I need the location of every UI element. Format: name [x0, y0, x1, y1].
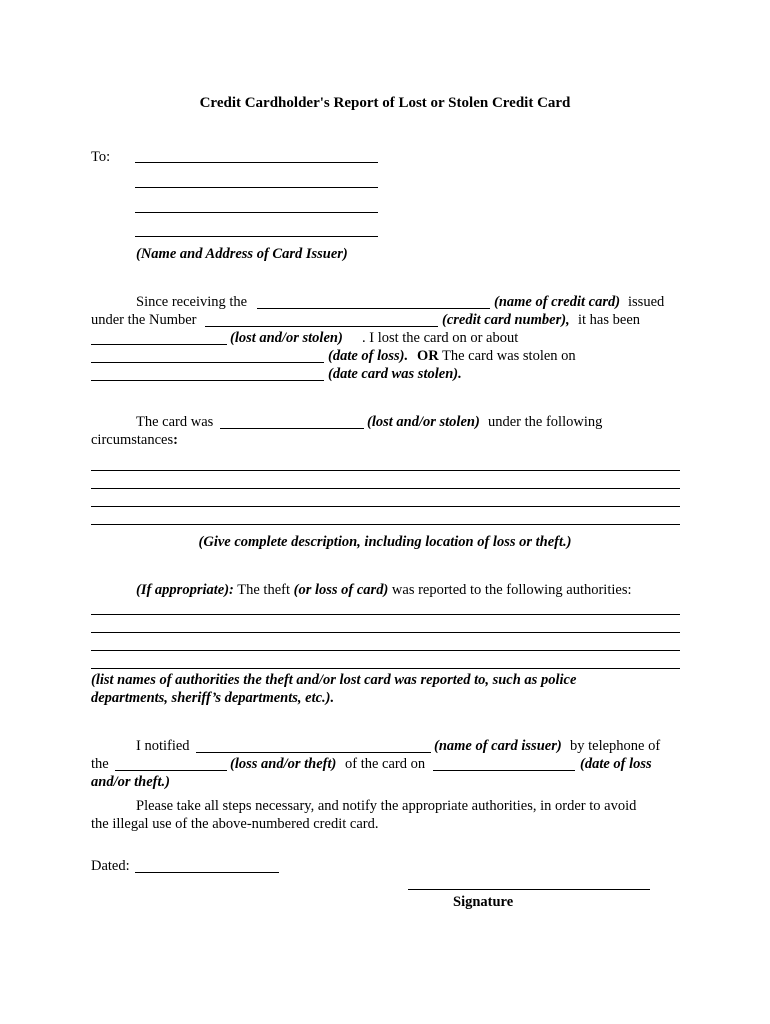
signature-line[interactable] — [408, 889, 650, 890]
p1-hint: (credit card number), — [442, 312, 570, 328]
to-caption: (Name and Address of Card Issuer) — [136, 246, 348, 262]
p1-text: issued — [628, 294, 665, 310]
date-of-loss-field[interactable] — [91, 362, 324, 363]
p3-line — [136, 581, 632, 599]
p4-text: the — [91, 756, 109, 772]
authorities-line-3[interactable] — [91, 650, 680, 651]
p4-hint: (date of loss — [580, 756, 652, 772]
p3-caption-line-1: (list names of authorities the theft and/or lost card was reported to, such as police — [91, 672, 577, 688]
circumstances-line-3[interactable] — [91, 506, 680, 507]
p1-hint: (date card was stolen). — [328, 366, 462, 382]
p5-line-1: Please take all steps necessary, and notify the appropriate authorities, in order to avoid — [136, 798, 637, 814]
p4-text: of the card on — [345, 756, 426, 772]
p5-line-2: the illegal use of the above-numbered credit card. — [91, 816, 379, 832]
p2-circumstances: circumstances — [91, 432, 174, 448]
p3-caption-line-2: departments, sheriff’s departments, etc.). — [91, 690, 335, 706]
p2-text — [91, 431, 178, 449]
p3-text: was reported to the following authorities: — [391, 582, 632, 598]
p1-hint: (date of loss). — [328, 348, 409, 364]
authorities-line-1[interactable] — [91, 614, 680, 615]
p2-text: The card was — [136, 414, 214, 430]
card-issuer-name-field[interactable] — [196, 752, 431, 753]
signature-label: Signature — [453, 894, 514, 910]
p1-hint: (lost and/or stolen) — [230, 330, 343, 346]
p4-hint: and/or theft.) — [91, 774, 170, 790]
circumstances-line-2[interactable] — [91, 488, 680, 489]
p2-colon: : — [173, 432, 178, 448]
p3-hint: (or loss of card) — [293, 582, 389, 598]
p1-text: . I lost the card on or about — [362, 330, 519, 346]
lost-stolen-field-2[interactable] — [220, 428, 364, 429]
authorities-line-2[interactable] — [91, 632, 680, 633]
to-address-line-4[interactable] — [135, 236, 378, 237]
credit-card-name-field[interactable] — [257, 308, 490, 309]
p3-text: The theft — [237, 582, 290, 598]
credit-card-number-field[interactable] — [205, 326, 438, 327]
report-date-field[interactable] — [433, 770, 575, 771]
p4-hint: (loss and/or theft) — [230, 756, 337, 772]
loss-theft-field[interactable] — [115, 770, 227, 771]
p1-text: The card was stolen on — [442, 348, 576, 364]
p1-text: it has been — [578, 312, 641, 328]
lost-stolen-field[interactable] — [91, 344, 227, 345]
to-label: To: — [91, 149, 111, 165]
p4-text: I notified — [136, 738, 190, 754]
date-stolen-field[interactable] — [91, 380, 324, 381]
p1-hint: (name of credit card) — [494, 294, 621, 310]
p1-or: OR — [417, 348, 439, 364]
dated-label: Dated: — [91, 858, 130, 874]
circumstances-line-1[interactable] — [91, 470, 680, 471]
to-address-line-3[interactable] — [135, 212, 378, 213]
p3-if-appropriate: (If appropriate): — [136, 582, 234, 598]
authorities-line-4[interactable] — [91, 668, 680, 669]
to-address-line-2[interactable] — [135, 187, 378, 188]
dated-field[interactable] — [135, 872, 279, 873]
p2-text: under the following — [488, 414, 603, 430]
to-address-line-1[interactable] — [135, 162, 378, 163]
p4-hint: (name of card issuer) — [434, 738, 562, 754]
p2-hint: (lost and/or stolen) — [367, 414, 480, 430]
p4-text: by telephone of — [570, 738, 661, 754]
circumstances-line-4[interactable] — [91, 524, 680, 525]
p2-caption: (Give complete description, including location of loss or theft.) — [198, 534, 572, 550]
p1-text: Since receiving the — [136, 294, 248, 310]
document-title: Credit Cardholder's Report of Lost or Stolen Credit Card — [199, 95, 571, 111]
p1-text: under the Number — [91, 312, 197, 328]
